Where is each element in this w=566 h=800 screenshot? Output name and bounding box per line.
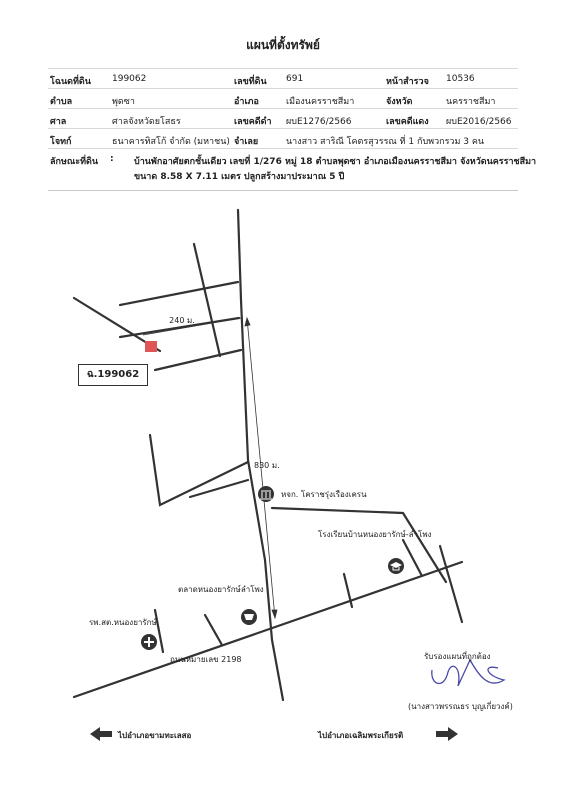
direction-right-label: ไปอำเภอเฉลิมพระเกียรติ bbox=[318, 731, 404, 740]
direction-left-label: ไปอำเภอขามทะเลสอ bbox=[118, 731, 192, 740]
survey-page-value: 10536 bbox=[446, 74, 475, 84]
red-case-value: ผบE2016/2566 bbox=[446, 117, 512, 127]
property-marker bbox=[145, 341, 157, 352]
school-label: โรงเรียนบ้านหนองยารักษ์-ลำโพง bbox=[318, 530, 432, 539]
page-title: แผนที่ตั้งทรัพย์ bbox=[246, 38, 320, 52]
subdistrict-value: พุดซา bbox=[112, 97, 135, 107]
defendant-value: นางสาว สาริณี โคตรสุวรรณ ที่ 1 กับพวกรวม 3 คน bbox=[286, 137, 485, 147]
certification-caption: รับรองแผนที่ถูกต้อง bbox=[424, 652, 491, 661]
description-label: ลักษณะที่ดิน bbox=[50, 157, 99, 167]
deed-number-label: โฉนดที่ดิน bbox=[50, 77, 91, 87]
side-road-9 bbox=[205, 615, 222, 645]
school-icon bbox=[388, 558, 404, 574]
land-number-value: 691 bbox=[286, 74, 304, 84]
highway-label: ถนนหมายเลข 2198 bbox=[170, 655, 242, 664]
distance-830-label: 830 ม. bbox=[254, 461, 280, 470]
side-road-3 bbox=[155, 350, 241, 370]
side-road-13 bbox=[440, 546, 462, 622]
red-case-label: เลขคดีแดง bbox=[386, 117, 429, 127]
distance-240-label: 240 ม. bbox=[169, 316, 195, 325]
description-line-1: บ้านพักอาศัยตกชั้นเดียว เลขที่ 1/276 หมู่ 18 ตำบลพุดซา อำเภอเมืองนครราชสีมา จังหวัดนครราชสีมา bbox=[134, 157, 537, 167]
defendant-label: จำเลย bbox=[234, 137, 259, 147]
hospital-icon bbox=[141, 634, 157, 650]
signatory-name: (นางสาวพรรณธร บุญเกี่ยวงค์) bbox=[408, 702, 513, 711]
district-value: เมืองนครราชสีมา bbox=[286, 97, 355, 107]
plaintiff-value: ธนาคารทิสโก้ จำกัด (มหาชน) bbox=[112, 137, 230, 147]
survey-page-label: หน้าสำรวจ bbox=[386, 77, 429, 87]
right-arrow-icon bbox=[436, 727, 458, 741]
hospital-label: รพ.สต.หนองยารักษ์ bbox=[89, 618, 157, 627]
black-case-value: ผบE1276/2566 bbox=[286, 117, 352, 127]
market-label: ตลาดหนองยารักษ์ลำโพง bbox=[178, 585, 264, 594]
side-road-8 bbox=[155, 610, 163, 652]
province-value: นครราชสีมา bbox=[446, 97, 496, 107]
description-colon: : bbox=[110, 154, 114, 164]
court-value: ศาลจังหวัดยโสธร bbox=[112, 117, 181, 127]
land-number-label: เลขที่ดิน bbox=[234, 77, 267, 87]
description-line-2: ขนาด 8.58 X 7.11 เมตร ปลูกสร้างมาประมาณ 5 ปี bbox=[134, 172, 345, 182]
bank-label: หจก. โคราชรุ่งเรืองเครน bbox=[281, 490, 367, 499]
deed-number-box: ฉ.199062 bbox=[78, 364, 148, 386]
signature-mark bbox=[432, 660, 504, 686]
side-road-7 bbox=[190, 480, 248, 497]
market-icon bbox=[241, 609, 257, 625]
black-case-label: เลขคดีดำ bbox=[234, 117, 272, 127]
deed-number-value: 199062 bbox=[112, 74, 147, 84]
district-label: อำเภอ bbox=[234, 97, 259, 107]
left-arrow-icon bbox=[90, 727, 112, 741]
side-road-12 bbox=[403, 540, 422, 576]
bank-icon bbox=[258, 486, 274, 502]
province-label: จังหวัด bbox=[386, 97, 413, 107]
side-road-1 bbox=[120, 282, 238, 305]
court-label: ศาล bbox=[50, 117, 67, 127]
subdistrict-label: ตำบล bbox=[50, 97, 73, 107]
side-road-4 bbox=[194, 244, 220, 356]
plaintiff-label: โจทก์ bbox=[50, 137, 72, 147]
